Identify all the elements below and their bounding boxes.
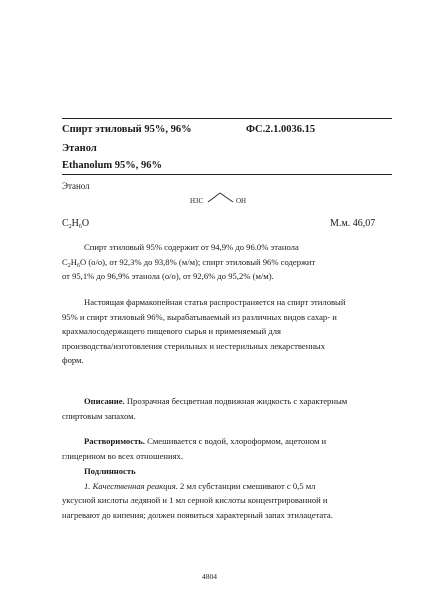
top-rule bbox=[62, 118, 392, 119]
reaction-text-cont: нагревают до кипения; должен появиться характерный запах этилацетата. bbox=[62, 509, 333, 520]
monograph-name-ru: Этанол bbox=[62, 143, 97, 154]
solubility-text: Смешивается с водой, хлороформом, ацетоном и bbox=[147, 436, 327, 446]
description-text-cont: спиртовым запахом. bbox=[62, 410, 136, 421]
molar-mass: М.м. 46,07 bbox=[330, 218, 376, 229]
description-label: Описание. bbox=[84, 396, 125, 406]
solubility-text-cont: глицерином во всех отношениях. bbox=[62, 450, 183, 461]
monograph-title: Спирт этиловый 95%, 96% bbox=[62, 124, 192, 135]
monograph-name-latin: Ethanolum 95%, 96% bbox=[62, 160, 163, 171]
description-section bbox=[62, 394, 394, 423]
content-paragraph-2 bbox=[62, 295, 394, 368]
authenticity-heading: Подлинность bbox=[84, 466, 136, 476]
reaction-label: 1. Качественная реакция. bbox=[84, 480, 178, 491]
authenticity-section bbox=[62, 464, 394, 522]
content-line: Спирт этиловый 95% содержит от 94,9% до 96.0% этанола bbox=[84, 242, 299, 252]
molecular-formula: $C_2H_6O$ bbox=[62, 218, 90, 230]
content-line: от 95,1% до 96,9% этанола (о/о), от 92,6% до 95,2% (м/м). bbox=[62, 271, 274, 282]
monograph-code: ФС.2.1.0036.15 bbox=[246, 124, 316, 135]
content-line-with-formula: $C_2H_6O$ (о/о), от 92,3% до 93,8% (м/м); спирт этиловый 96% содержит bbox=[62, 256, 316, 269]
methyl-group-label: H3C bbox=[190, 197, 204, 205]
content-line: Настоящая фармакопейная статья распространяется на спирт этиловый bbox=[84, 297, 346, 307]
content-paragraph-1 bbox=[62, 240, 394, 284]
solubility-label: Растворимость. bbox=[84, 436, 145, 446]
content-line: крахмалосодержащего пищевого сырья и применяемый для bbox=[62, 326, 281, 337]
description-text: Прозрачная бесцветная подвижная жидкость с характерным bbox=[126, 396, 348, 406]
reaction-text: 2 мл субстанции смешивают с 0,5 мл bbox=[180, 480, 316, 491]
content-line: форм. bbox=[62, 355, 84, 366]
hydroxyl-group-label: OH bbox=[236, 197, 247, 205]
page-number: 4804 bbox=[202, 572, 217, 581]
structural-formula bbox=[190, 190, 260, 210]
ethyl-bond-lines bbox=[206, 190, 236, 206]
reaction-text-cont: уксусной кислоты ледяной и 1 мл серной кислоты концентрированной и bbox=[62, 495, 328, 506]
content-line: производства/изготовления стерильных и нестерильных лекарственных bbox=[62, 340, 326, 351]
solubility-section bbox=[62, 434, 394, 463]
compound-name: Этанол bbox=[62, 181, 90, 191]
content-line: 95% и спирт этиловый 96%, вырабатываемый из различных видов сахар- и bbox=[62, 311, 337, 322]
header-bottom-rule bbox=[62, 174, 392, 175]
